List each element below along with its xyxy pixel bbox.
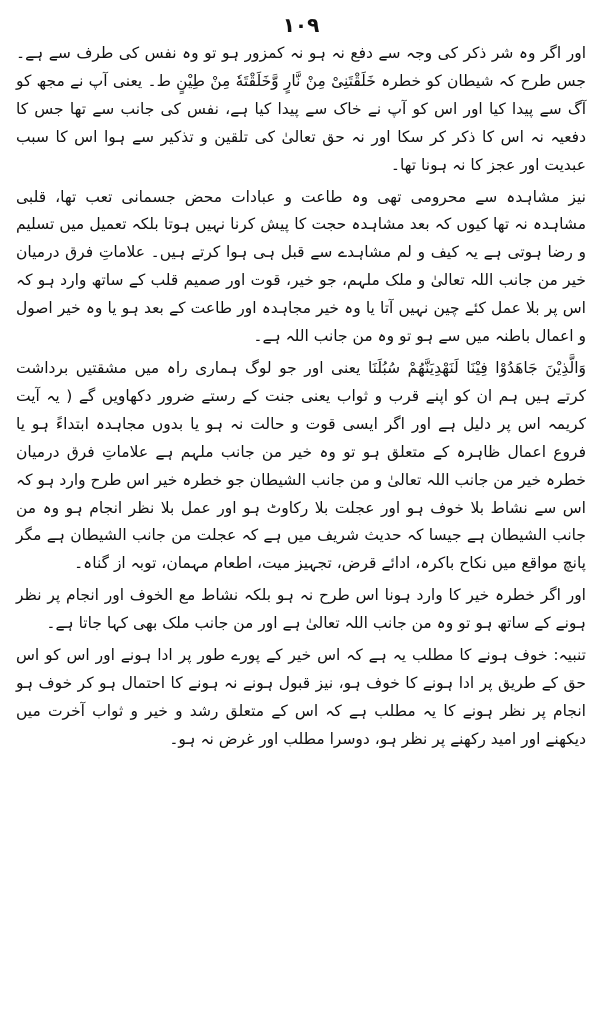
paragraph-1: اور اگر وہ شر ذکر کی وجہ سے دفع نہ ہو نہ کمزور ہو تو وہ نفس کی طرف سے ہے۔ جس طرح کہ شیطان کو خطرہ خَلَقْتَنِیْ مِنْ نَّارٍ وَّخَلَقْتَهٗ مِنْ طِیْنٍ ط۔ یعنی آپ نے مجھ کو آگ سے پیدا کیا اور اس کو آپ نے خاک سے پیدا کیا ہے، نفس کی جانب سے تھا جس کا دفعیہ نہ اس کا ذکر کر سکا اور نہ حق تعالیٰ کی تلقین و تذکیر سے ہوا اس کا سبب عبدیت اور عجز کا نہ ہونا تھا۔ (16, 44, 586, 174)
body-text (16, 40, 586, 754)
paragraph-5-note: تنبیہ: خوف ہونے کا مطلب یہ ہے کہ اس خیر کے پورے طور پر ادا ہونے اور اس کو اس حق کے طریق پر ادا ہونے کا خوف ہو، نیز قبول ہونے نہ ہونے کا احتمال ہو کر خوف ہو انجام پر نظر ہونے کا یہ مطلب ہے کہ اس کے متعلق رشد و خیر و ثواب آخرت میں دیکھنے اور امید رکھنے پر نظر ہو، دوسرا مطلب اور غرض نہ ہو۔ (16, 646, 586, 748)
paragraph-4: اور اگر خطرہ خیر کا وارد ہونا اس طرح نہ ہو بلکہ نشاط مع الخوف اور انجام پر نظر ہونے کے ساتھ ہو تو وہ من جانب اللہ تعالیٰ ہے اور من جانب ملک بھی کہا جاتا ہے۔ (16, 586, 586, 633)
page-number: ۱۰۹ (282, 13, 320, 37)
paragraph-3: وَالَّذِیْنَ جَاهَدُوْا فِیْنَا لَنَهْدِیَنَّهُمْ سُبُلَنَا یعنی اور جو لوگ ہماری راہ میں مشقتیں برداشت کرتے ہیں ہم ان کو اپنے قرب و ثواب یعنی جنت کے رستے ضرور دکھاویں گے ( یہ آیت کریمہ اس پر دلیل ہے اور اگر ایسی قوت و حالت نہ ہو یا بدوں مجاہدہ ابتداءً ہو یا فروع اعمال ظاہرہ کے متعلق ہو تو وہ خیر من جانب ملہم ہے علاماتِ فرق درمیان خطرہ خیر من جانب اللہ تعالیٰ و من جانب الشیطان جو خطرہ خیر اس طرح وارد ہو کہ اس سے نشاط بلا خوف ہو اور عجلت بلا رکاوٹ ہو اور عمل بلا نظر انجام ہو وہ من جانب الشیطان ہے جیسا کہ حدیث شریف میں ہے کہ عجلت من جانب الشیطان ہے مگر پانچ مواقع میں نکاح باکرہ، ادائے قرض، تجہیز میت، اطعام مہمان، توبہ از گناہ۔ (16, 358, 586, 573)
paragraph-2: نیز مشاہدہ سے محرومی تھی وہ طاعت و عبادات محض جسمانی تعب تھا، قلبی مشاہدہ نہ تھا کیوں کہ بعد مشاہدہ حجت کا پیش کرنا نہیں ہوتا بلکہ تعمیل میں تسلیم و رضا ہوتی ہے یہ کیف و لم مشاہدے سے قبل ہی ہوا کرتے ہیں۔ علاماتِ فرق درمیان خیر من جانب اللہ تعالیٰ و ملک ملہم، جو خیر، قوت اور صمیم قلب کے ساتھ وارد ہو کہ اس پر بلا عمل کئے چین نہیں آتا یا وہ خیر مجاہدہ اور طاعت کے بعد ہو یا وہ خیر اصول و اعمال باطنہ میں سے ہو تو وہ من جانب اللہ ہے۔ (16, 187, 586, 346)
